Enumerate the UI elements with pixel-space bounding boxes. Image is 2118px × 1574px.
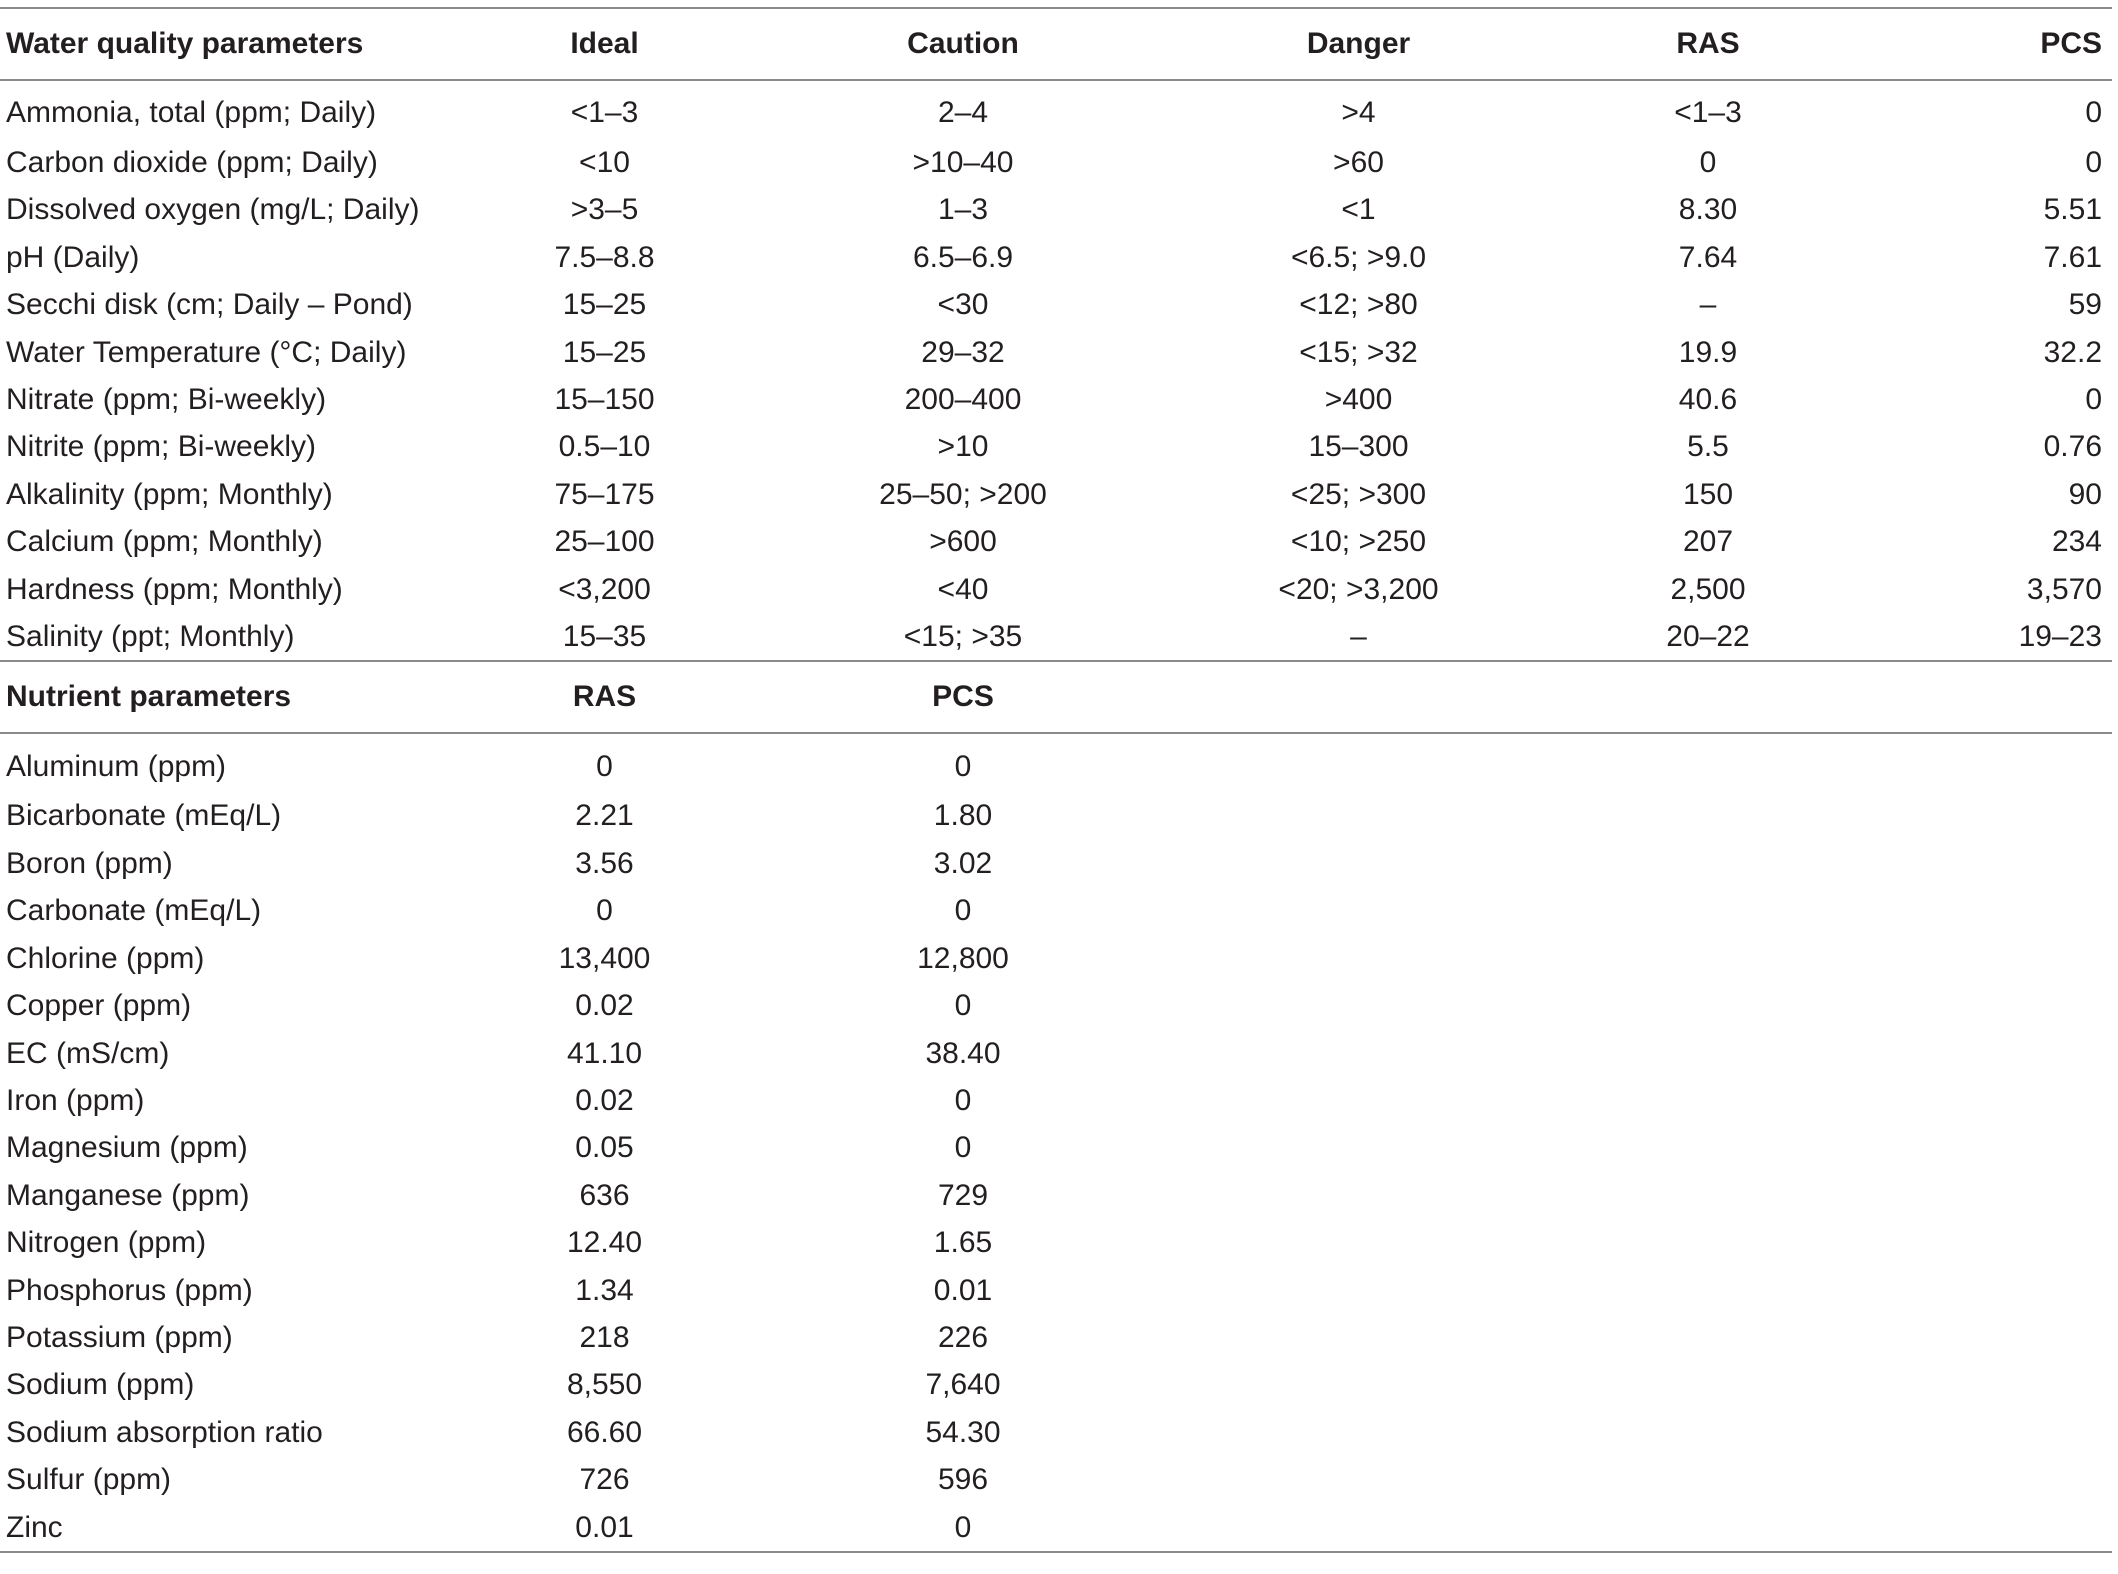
value-cell: 218 xyxy=(579,1320,630,1354)
value-cell: <10 xyxy=(579,146,630,179)
water-quality-rows xyxy=(0,80,2112,661)
value-cell: 7,640 xyxy=(925,1368,1001,1402)
empty-cell xyxy=(1856,935,2112,982)
empty-cell xyxy=(1560,887,1856,934)
empty-cell xyxy=(1157,1361,1560,1408)
value-cell: 0 xyxy=(1699,146,1717,179)
empty-cell xyxy=(1157,1456,1560,1503)
value-cell: <1–3 xyxy=(1674,96,1742,130)
empty-cell xyxy=(1856,1124,2112,1171)
parameter-name-cell: Magnesium (ppm) xyxy=(6,1131,248,1165)
value-cell: 0 xyxy=(954,749,972,783)
table-row xyxy=(0,1077,2112,1124)
parameter-name-cell: Phosphorus (ppm) xyxy=(6,1273,253,1307)
value-cell: <1–3 xyxy=(570,96,639,130)
value-cell: 7.5–8.8 xyxy=(554,240,655,274)
value-cell: 41.10 xyxy=(566,1036,643,1070)
value-cell: >60 xyxy=(1333,146,1384,179)
table-row xyxy=(0,613,2112,661)
empty-cell xyxy=(1157,887,1560,934)
empty-cell xyxy=(1856,1219,2112,1266)
value-cell: <20; >3,200 xyxy=(1278,572,1439,606)
table-row xyxy=(0,1124,2112,1171)
value-cell: 0 xyxy=(769,1504,1157,1552)
value-cell: >3–5 xyxy=(570,193,639,227)
parameter-name-cell: Bicarbonate (mEq/L) xyxy=(6,799,282,833)
empty-cell xyxy=(1157,1077,1560,1124)
empty-cell xyxy=(1157,1267,1560,1314)
table-row xyxy=(0,1172,2112,1219)
value-cell: 226 xyxy=(937,1320,989,1354)
parameter-name-cell: Carbon dioxide (ppm; Daily) xyxy=(6,146,378,179)
value-cell: 20–22 xyxy=(1560,613,1856,661)
empty-cell xyxy=(1856,792,2112,839)
value-cell: 90 xyxy=(2068,477,2102,511)
parameter-name-cell: Potassium (ppm) xyxy=(6,1320,233,1354)
empty-cell xyxy=(1856,1409,2112,1456)
table-row xyxy=(0,234,2112,281)
empty-cell xyxy=(1856,1314,2112,1361)
parameter-name-cell: Hardness (ppm; Monthly) xyxy=(6,572,343,606)
table-row xyxy=(0,840,2112,887)
parameter-name-cell: Boron (ppm) xyxy=(6,846,173,880)
parameter-name-cell: Nitrite (ppm; Bi-weekly) xyxy=(6,430,317,464)
value-cell: 0 xyxy=(596,894,613,928)
value-cell: 0.02 xyxy=(575,989,634,1023)
parameter-name-cell: Zinc xyxy=(0,1504,440,1552)
parameter-name-cell: Secchi disk (cm; Daily – Pond) xyxy=(6,288,413,322)
header-pcs: PCS xyxy=(1856,8,2112,80)
header-water-quality-parameters: Water quality parameters xyxy=(0,8,440,80)
value-cell: 3,570 xyxy=(2026,572,2102,606)
empty-cell xyxy=(1856,1267,2112,1314)
value-cell: <30 xyxy=(937,288,989,322)
parameter-name-cell: Alkalinity (ppm; Monthly) xyxy=(6,477,333,511)
value-cell: 15–35 xyxy=(440,613,769,661)
parameter-name-cell: Sulfur (ppm) xyxy=(6,1463,172,1497)
value-cell: 7.64 xyxy=(1678,240,1738,274)
empty-cell xyxy=(1560,1267,1856,1314)
value-cell: 3.02 xyxy=(933,846,993,880)
table-row xyxy=(0,1456,2112,1503)
value-cell: <10; >250 xyxy=(1290,525,1427,559)
empty-cell xyxy=(1856,1077,2112,1124)
value-cell: 0 xyxy=(954,1083,972,1117)
value-cell: – xyxy=(1157,613,1560,661)
empty-cell xyxy=(1856,1361,2112,1408)
empty-cell xyxy=(1157,935,1560,982)
value-cell: 1.34 xyxy=(575,1273,634,1307)
empty-cell xyxy=(1157,1124,1560,1171)
value-cell: 0.5–10 xyxy=(558,430,651,464)
header-nutrient-parameters: Nutrient parameters xyxy=(0,661,440,733)
value-cell: 66.60 xyxy=(566,1415,643,1449)
value-cell: 2,500 xyxy=(1670,572,1746,606)
value-cell: 636 xyxy=(579,1178,630,1212)
empty-cell xyxy=(1560,982,1856,1029)
nutrient-header-group xyxy=(0,661,2112,733)
value-cell: >10 xyxy=(937,430,989,464)
value-cell: 0.05 xyxy=(575,1131,634,1165)
value-cell: – xyxy=(1699,288,1717,322)
table-row xyxy=(0,423,2112,470)
value-cell: <40 xyxy=(937,572,989,606)
table-row xyxy=(0,1409,2112,1456)
value-cell: 0 xyxy=(2085,383,2102,417)
header-nutrient-ras: RAS xyxy=(440,661,769,733)
value-cell: 29–32 xyxy=(921,335,1005,369)
value-cell: >10–40 xyxy=(912,146,1014,179)
empty-cell xyxy=(1157,1219,1560,1266)
value-cell: 0.76 xyxy=(2043,430,2102,464)
empty-cell xyxy=(1560,733,1856,792)
empty-cell xyxy=(1856,840,2112,887)
parameter-name-cell: Manganese (ppm) xyxy=(6,1178,250,1212)
value-cell: <1 xyxy=(1341,193,1376,227)
value-cell: 2.21 xyxy=(575,799,634,833)
table-row xyxy=(0,329,2112,376)
value-cell: <15; >35 xyxy=(769,613,1157,661)
parameter-name-cell: Salinity (ppt; Monthly) xyxy=(0,613,440,661)
value-cell: 54.30 xyxy=(925,1415,1001,1449)
value-cell: 40.6 xyxy=(1678,383,1738,417)
table-row xyxy=(0,982,2112,1029)
value-cell: 207 xyxy=(1682,525,1734,559)
value-cell: 0.01 xyxy=(440,1504,769,1552)
empty-cell xyxy=(1560,1504,1856,1552)
empty-cell xyxy=(1560,1219,1856,1266)
value-cell: 32.2 xyxy=(2043,335,2102,369)
empty-cell xyxy=(1856,982,2112,1029)
empty-cell xyxy=(1157,1504,1560,1552)
empty-cell xyxy=(1560,840,1856,887)
empty-cell xyxy=(1157,1172,1560,1219)
parameter-name-cell: Nitrate (ppm; Bi-weekly) xyxy=(6,383,327,417)
table-row xyxy=(0,566,2112,613)
header-empty-cell xyxy=(1157,661,1560,733)
value-cell: 7.61 xyxy=(2043,240,2102,274)
parameter-name-cell: Calcium (ppm; Monthly) xyxy=(6,525,323,559)
water-quality-header-row xyxy=(0,8,2112,80)
empty-cell xyxy=(1560,1172,1856,1219)
table-row xyxy=(0,281,2112,328)
value-cell: >400 xyxy=(1324,383,1393,417)
empty-cell xyxy=(1856,1030,2112,1077)
parameter-name-cell: EC (mS/cm) xyxy=(6,1036,170,1070)
value-cell: 5.5 xyxy=(1687,430,1729,464)
parameter-name-cell: Iron (ppm) xyxy=(6,1083,145,1117)
empty-cell xyxy=(1157,1314,1560,1361)
empty-cell xyxy=(1157,1030,1560,1077)
empty-cell xyxy=(1560,1361,1856,1408)
value-cell: 0.01 xyxy=(933,1273,993,1307)
value-cell: 15–25 xyxy=(562,335,647,369)
table-row xyxy=(0,792,2112,839)
parameter-name-cell: Ammonia, total (ppm; Daily) xyxy=(6,96,377,130)
empty-cell xyxy=(1856,1504,2112,1552)
value-cell: 200–400 xyxy=(904,383,1022,417)
table-row xyxy=(0,935,2112,982)
value-cell: 3.56 xyxy=(575,846,634,880)
value-cell: 59 xyxy=(2068,288,2102,322)
value-cell: 38.40 xyxy=(925,1036,1001,1070)
empty-cell xyxy=(1157,840,1560,887)
value-cell: 0 xyxy=(954,989,972,1023)
value-cell: 150 xyxy=(1682,477,1734,511)
parameter-name-cell: Nitrogen (ppm) xyxy=(6,1226,207,1260)
water-nutrient-parameters-table xyxy=(0,7,2112,1553)
nutrient-rows xyxy=(0,733,2112,1552)
value-cell: 5.51 xyxy=(2043,193,2102,227)
empty-cell xyxy=(1157,1409,1560,1456)
header-empty-cell xyxy=(1856,661,2112,733)
table-row xyxy=(0,1219,2112,1266)
value-cell: <3,200 xyxy=(558,572,651,606)
empty-cell xyxy=(1856,887,2112,934)
header-nutrient-pcs: PCS xyxy=(769,661,1157,733)
table-row xyxy=(0,887,2112,934)
value-cell: 2–4 xyxy=(937,96,989,130)
parameter-name-cell: Sodium (ppm) xyxy=(6,1368,195,1402)
value-cell: 13,400 xyxy=(558,941,651,975)
table-row xyxy=(0,186,2112,233)
empty-cell xyxy=(1560,1124,1856,1171)
value-cell: 6.5–6.9 xyxy=(912,240,1014,274)
value-cell: 75–175 xyxy=(554,477,655,511)
parameter-name-cell: Copper (ppm) xyxy=(6,989,192,1023)
value-cell: 25–50; >200 xyxy=(879,477,1047,511)
table-row xyxy=(0,80,2112,139)
value-cell: 25–100 xyxy=(554,525,655,559)
table-row xyxy=(0,1267,2112,1314)
value-cell: 1.80 xyxy=(933,799,993,833)
parameter-name-cell: Sodium absorption ratio xyxy=(6,1415,323,1449)
parameter-name-cell: Carbonate (mEq/L) xyxy=(6,894,262,928)
parameter-name-cell: pH (Daily) xyxy=(6,240,140,274)
value-cell: 19.9 xyxy=(1678,335,1738,369)
value-cell: 12,800 xyxy=(917,941,1009,975)
value-cell: 8.30 xyxy=(1678,193,1738,227)
empty-cell xyxy=(1560,792,1856,839)
value-cell: 15–300 xyxy=(1308,430,1409,464)
value-cell: 596 xyxy=(937,1463,989,1497)
value-cell: 8,550 xyxy=(566,1368,643,1402)
value-cell: 1–3 xyxy=(937,193,989,227)
value-cell: 1.65 xyxy=(933,1226,993,1260)
table-row xyxy=(0,1030,2112,1077)
value-cell: 15–150 xyxy=(554,383,655,417)
empty-cell xyxy=(1560,1030,1856,1077)
empty-cell xyxy=(1157,733,1560,792)
value-cell: >600 xyxy=(929,525,997,559)
parameter-name-cell: Chlorine (ppm) xyxy=(6,941,205,975)
parameters-table-container xyxy=(0,7,2118,1553)
parameter-name-cell: Dissolved oxygen (mg/L; Daily) xyxy=(6,193,420,227)
value-cell: 0 xyxy=(2085,96,2102,130)
value-cell: 726 xyxy=(579,1463,630,1497)
value-cell: 0 xyxy=(954,1131,972,1165)
value-cell: 15–25 xyxy=(562,288,647,322)
header-danger: Danger xyxy=(1157,8,1560,80)
value-cell: <12; >80 xyxy=(1299,288,1418,322)
empty-cell xyxy=(1856,1456,2112,1503)
empty-cell xyxy=(1157,982,1560,1029)
value-cell: <15; >32 xyxy=(1299,335,1418,369)
empty-cell xyxy=(1856,733,2112,792)
nutrient-header-row xyxy=(0,661,2112,733)
value-cell: 12.40 xyxy=(566,1226,643,1260)
table-row xyxy=(0,733,2112,792)
table-row xyxy=(0,1314,2112,1361)
value-cell: 0 xyxy=(954,894,972,928)
header-empty-cell xyxy=(1560,661,1856,733)
header-ideal: Ideal xyxy=(440,8,769,80)
value-cell: 0 xyxy=(2085,146,2102,179)
value-cell: 234 xyxy=(2051,525,2102,559)
empty-cell xyxy=(1560,1077,1856,1124)
empty-cell xyxy=(1560,1409,1856,1456)
value-cell: 19–23 xyxy=(1856,613,2112,661)
table-row xyxy=(0,518,2112,565)
empty-cell xyxy=(1560,1314,1856,1361)
table-row xyxy=(0,1361,2112,1408)
table-row xyxy=(0,139,2112,186)
header-ras: RAS xyxy=(1560,8,1856,80)
value-cell: <6.5; >9.0 xyxy=(1290,240,1427,274)
empty-cell xyxy=(1157,792,1560,839)
empty-cell xyxy=(1856,1172,2112,1219)
empty-cell xyxy=(1560,935,1856,982)
table-row xyxy=(0,1504,2112,1552)
header-caution: Caution xyxy=(769,8,1157,80)
value-cell: <25; >300 xyxy=(1290,477,1427,511)
value-cell: >4 xyxy=(1341,96,1376,130)
empty-cell xyxy=(1560,1456,1856,1503)
parameter-name-cell: Aluminum (ppm) xyxy=(6,749,227,783)
value-cell: 729 xyxy=(937,1178,989,1212)
table-row xyxy=(0,471,2112,518)
value-cell: 0 xyxy=(596,749,613,783)
parameter-name-cell: Water Temperature (°C; Daily) xyxy=(6,335,407,369)
value-cell: 0.02 xyxy=(575,1083,634,1117)
table-row xyxy=(0,376,2112,423)
